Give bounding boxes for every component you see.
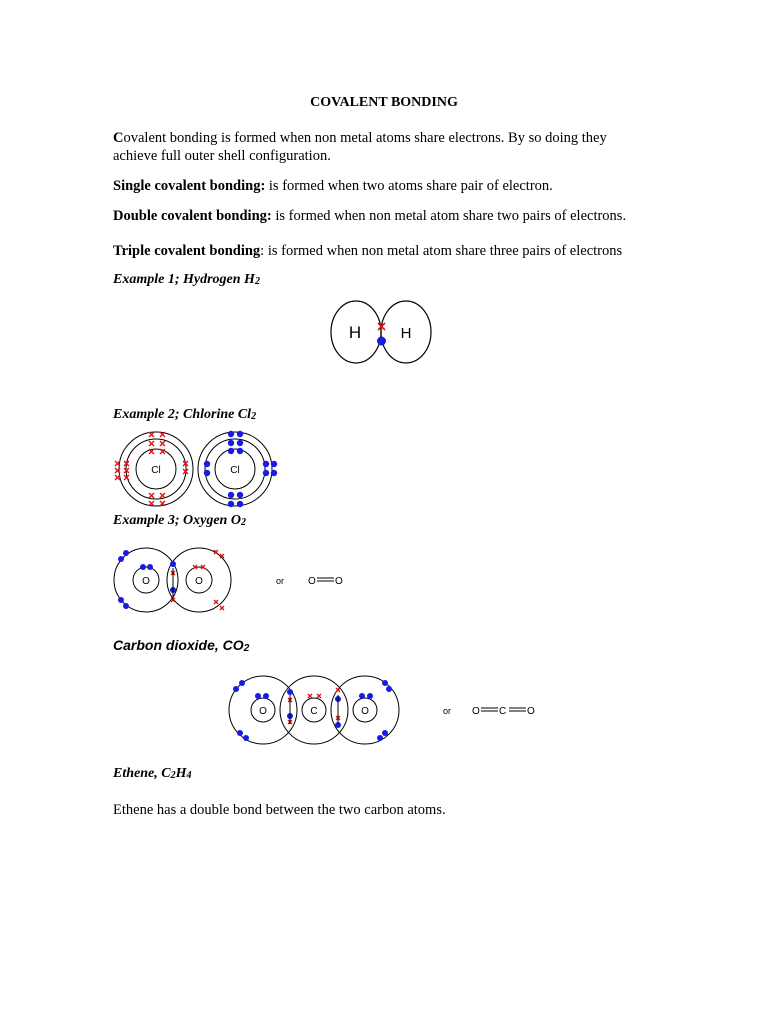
- single-bond-text: is formed when two atoms share pair of electron.: [265, 178, 553, 194]
- intro-text: ovalent bonding is formed when non metal atoms share electrons. By so doing they achieve full outer shell configuration.: [113, 130, 607, 164]
- oxygen-or: or: [276, 576, 285, 586]
- chlorine-atom-left: Cl: [151, 465, 161, 476]
- example-co2-label: Carbon dioxide, CO2: [113, 637, 250, 654]
- oxygen-atom-right: O: [195, 576, 203, 587]
- co2-structural-c: C: [499, 706, 507, 717]
- example-hydrogen-label: Example 1; Hydrogen H2: [113, 272, 260, 287]
- triple-bond-definition: [113, 242, 733, 260]
- chlorine-diagram: [113, 430, 283, 510]
- single-bond-definition: [113, 177, 713, 195]
- triple-bond-term: Triple covalent bonding: [113, 243, 261, 259]
- intro-paragraph: [113, 129, 653, 165]
- hydrogen-atom-left: H: [348, 323, 362, 342]
- co2-structural-o1: O: [472, 706, 480, 717]
- intro-first-letter: C: [113, 130, 124, 146]
- page-title: COVALENT BONDING: [310, 95, 458, 110]
- example-ethene-label: Ethene, C2H4: [113, 766, 192, 781]
- double-bond-definition: [113, 207, 733, 225]
- hydrogen-diagram: [330, 298, 435, 368]
- co2-structural-o2: O: [527, 706, 535, 717]
- hydrogen-atom-right: H: [400, 325, 412, 342]
- co2-atom-o-left: O: [259, 706, 267, 717]
- co2-atom-c: C: [310, 706, 318, 717]
- double-bond-term: Double covalent bonding:: [113, 208, 272, 224]
- single-bond-term: Single covalent bonding:: [113, 178, 266, 194]
- co2-or: or: [443, 706, 452, 716]
- oxygen-structural-left: O: [308, 576, 316, 587]
- example-chlorine-label: Example 2; Chlorine Cl2: [113, 407, 257, 422]
- oxygen-structural-right: O: [335, 576, 343, 587]
- co2-diagram: [228, 670, 548, 750]
- example-oxygen-label: Example 3; Oxygen O2: [113, 513, 246, 528]
- triple-bond-text: : is formed when non metal atom share three pairs of electrons: [260, 243, 623, 259]
- double-bond-text: is formed when non metal atom share two pairs of electrons.: [271, 208, 627, 224]
- hydrogen-shared-dot: [377, 337, 386, 346]
- oxygen-atom-left: O: [142, 576, 150, 587]
- oxygen-diagram: [113, 543, 353, 621]
- chlorine-atom-right: Cl: [230, 465, 240, 476]
- co2-atom-o-right: O: [361, 706, 369, 717]
- ethene-text: Ethene has a double bond between the two carbon atoms.: [113, 802, 446, 818]
